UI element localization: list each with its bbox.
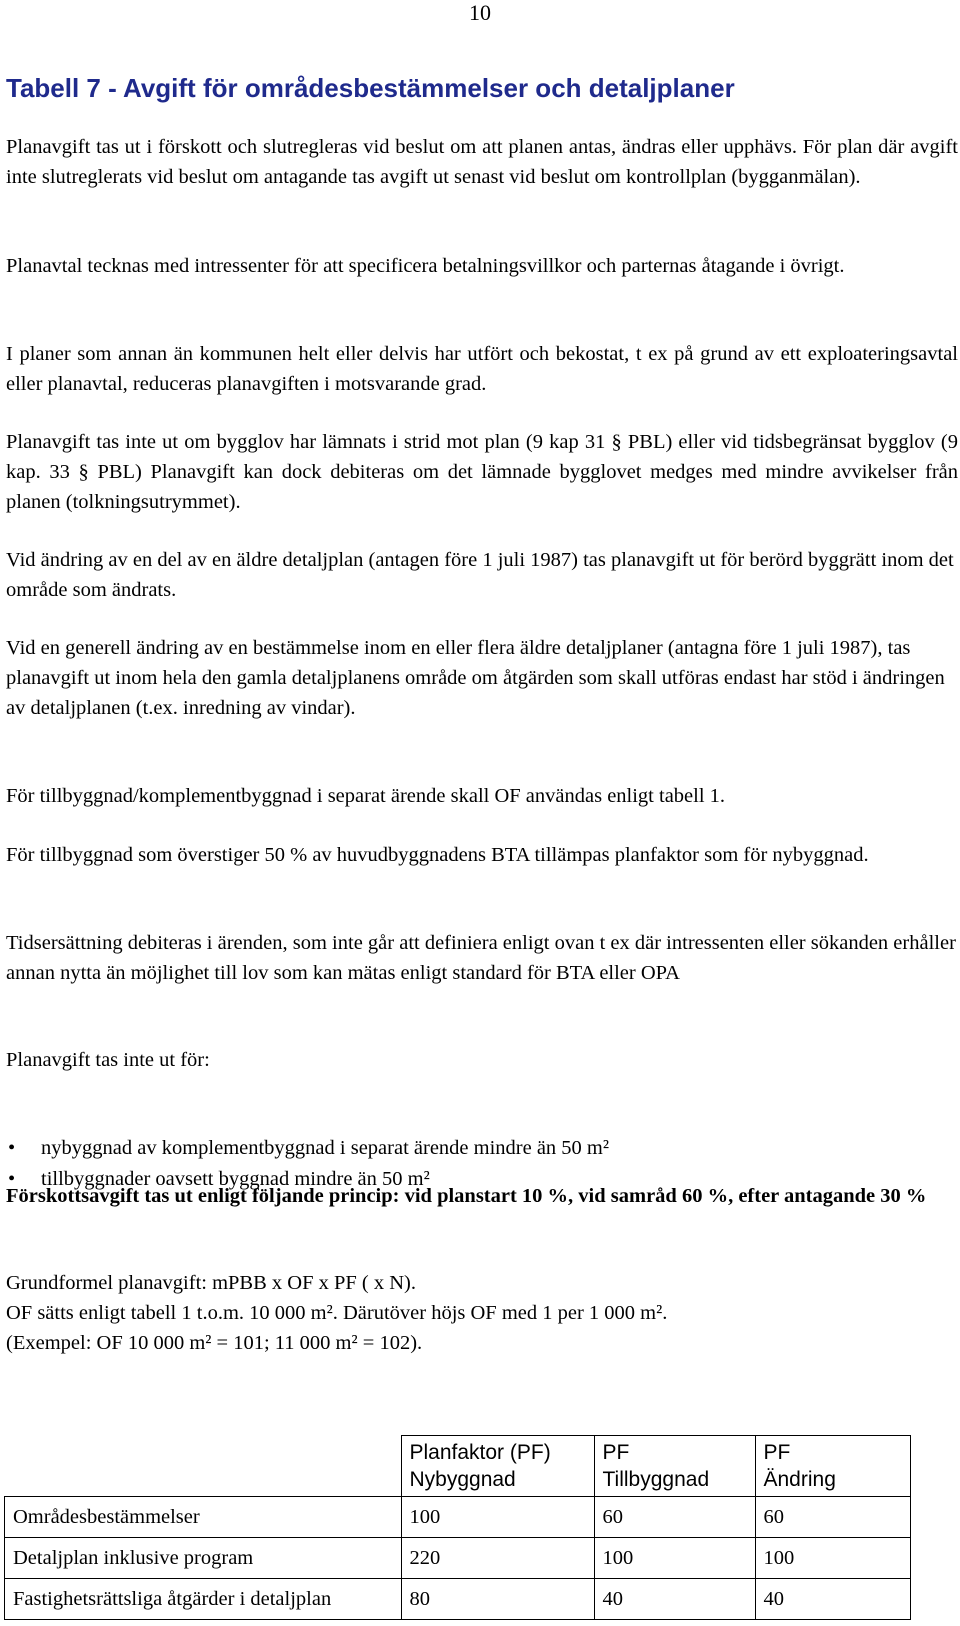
table-header-row [5, 1436, 911, 1497]
bullet-icon: • [8, 1137, 16, 1159]
table-cell: 100 [401, 1497, 594, 1538]
list-item-text: tillbyggnader oavsett byggnad mindre än 50 m² [41, 1168, 430, 1190]
advance-fee-principle: Förskottsavgift tas ut enligt följande princip: vid planstart 10 %, vid samråd 60 %, efter antagande 30 % [6, 1185, 927, 1207]
paragraph-plan-agreement: Planavtal tecknas med intressenter för att specificera betalningsvillkor och parternas åtagande i övrigt. [6, 255, 845, 277]
table-row [5, 1497, 911, 1538]
list-item-text: nybyggnad av komplementbyggnad i separat ärende mindre än 50 m² [41, 1137, 610, 1159]
table-cell: 60 [594, 1497, 755, 1538]
table-row [5, 1579, 911, 1620]
paragraph-advance-payment: Planavgift tas ut i förskott och slutregleras vid beslut om att planen antas, ändras eller upphävs. För plan där avgift inte slutreglerats vid beslut om antagande tas avgift ut senast vid beslut om kontrollplan (bygganmälan). [6, 136, 958, 188]
paragraph-partial-change: Vid ändring av en del av en äldre detaljplan (antagen före 1 juli 1987) tas planavgift ut för berörd byggrätt inom det område som ändrats. [6, 549, 954, 601]
table-cell: 40 [594, 1579, 755, 1620]
formula-line: (Exempel: OF 10 000 m² = 101; 11 000 m² = 102). [6, 1332, 423, 1354]
paragraph-building-permit: Planavgift tas inte ut om bygglov har lämnats i strid mot plan (9 kap 31 § PBL) eller vid tidsbegränsat bygglov (9 kap. 33 § PBL) Planavgift kan dock debiteras om det lämnade bygglovet medges med mindre avvikelser från planen (tolkningsutrymmet). [6, 431, 958, 513]
bullet-icon: • [8, 1168, 16, 1190]
list-item [6, 1133, 609, 1164]
table-cell: 100 [594, 1538, 755, 1579]
table-cell: 80 [401, 1579, 594, 1620]
table-header-new-building: Planfaktor (PF) Nybyggnad [401, 1436, 594, 1497]
plan-factor-table [4, 1435, 911, 1620]
table-header-extension: PF Tillbyggnad [594, 1436, 755, 1497]
paragraph-extension: För tillbyggnad/komplementbyggnad i separat ärende skall OF användas enligt tabell 1. [6, 785, 726, 807]
paragraph-time-compensation: Tidsersättning debiteras i ärenden, som inte går att definiera enligt ovan t ex där intressenten eller sökanden erhåller annan nytta än möjlighet till lov som kan mätas enligt standard för BTA eller OPA [6, 932, 956, 984]
table-cell: 220 [401, 1538, 594, 1579]
paragraph-extension-50: För tillbyggnad som överstiger 50 % av huvudbyggnadens BTA tillämpas planfaktor som för nybyggnad. [6, 844, 869, 866]
table-cell: 60 [755, 1497, 910, 1538]
table-cell-label: Områdesbestämmelser [5, 1497, 402, 1538]
table-header-empty [5, 1436, 402, 1497]
section-title: Tabell 7 - Avgift för områdesbestämmelser och detaljplaner [6, 73, 735, 103]
table-cell-label: Detaljplan inklusive program [5, 1538, 402, 1579]
formula-line: Grundformel planavgift: mPBB x OF x PF ( x N). [6, 1272, 416, 1294]
page-number: 10 [469, 0, 491, 25]
table-row [5, 1538, 911, 1579]
paragraph-general-change: Vid en generell ändring av en bestämmelse inom en eller flera äldre detaljplaner (antagna före 1 juli 1987), tas planavgift ut inom hela den gamla detaljplanens område om åtgärden som skall utföras endast har stöd i ändringen av detaljplanen (t.ex. inredning av vindar). [6, 637, 945, 719]
table-header-change: PF Ändring [755, 1436, 910, 1497]
paragraph-no-fee-intro: Planavgift tas inte ut för: [6, 1049, 210, 1071]
table-cell-label: Fastighetsrättsliga åtgärder i detaljplan [5, 1579, 402, 1620]
table-cell: 40 [755, 1579, 910, 1620]
table-cell: 100 [755, 1538, 910, 1579]
paragraph-reduced-fee: I planer som annan än kommunen helt eller delvis har utfört och bekostat, t ex på grund av ett exploateringsavtal eller planavtal, reduceras planavgiften i motsvarande grad. [6, 343, 958, 395]
formula-line: OF sätts enligt tabell 1 t.o.m. 10 000 m². Därutöver höjs OF med 1 per 1 000 m². [6, 1302, 668, 1324]
